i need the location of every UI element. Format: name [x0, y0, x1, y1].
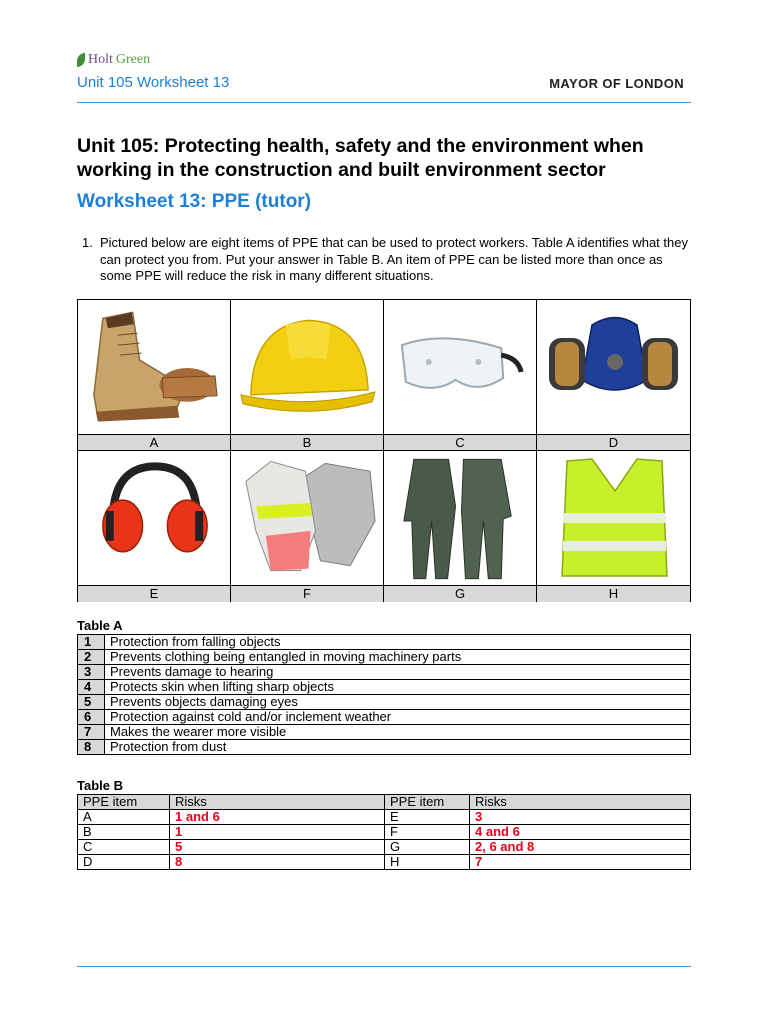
risk-answer: 5 [170, 840, 385, 855]
page-title: Unit 105: Protecting health, safety and the environment when working in the construction and built environment sector [77, 135, 644, 181]
header-risks: Risks [170, 795, 385, 810]
respirator-mask-icon [537, 300, 690, 434]
table-row [78, 650, 691, 665]
table-row [78, 840, 691, 855]
table-row [78, 810, 691, 825]
ppe-image-e [78, 451, 231, 585]
ppe-image-f [231, 451, 384, 585]
ppe-item: E [385, 810, 470, 825]
safety-goggles-icon [384, 300, 536, 434]
row-number: 7 [78, 725, 105, 740]
row-number: 3 [78, 665, 105, 680]
header-ppe-item: PPE item [385, 795, 470, 810]
ppe-label-c: C [384, 434, 537, 451]
risk-answer: 3 [470, 810, 691, 825]
table-row [78, 825, 691, 840]
ppe-label-f: F [231, 585, 384, 602]
row-number: 6 [78, 710, 105, 725]
risk-answer: 1 [170, 825, 385, 840]
ppe-item: B [78, 825, 170, 840]
ppe-image-a [78, 300, 231, 434]
work-gloves-icon [231, 451, 383, 585]
row-number: 2 [78, 650, 105, 665]
ppe-image-c [384, 300, 537, 434]
holt-green-logo [77, 50, 150, 70]
ppe-label-d: D [537, 434, 690, 451]
table-row [78, 855, 691, 870]
ppe-label-h: H [537, 585, 690, 602]
row-text: Protection from falling objects [105, 635, 691, 650]
table-row [78, 710, 691, 725]
ppe-item: A [78, 810, 170, 825]
row-text: Prevents clothing being entangled in moving machinery parts [105, 650, 691, 665]
ppe-image-grid [77, 299, 691, 602]
ppe-item: G [385, 840, 470, 855]
table-row [78, 665, 691, 680]
ppe-label-g: G [384, 585, 537, 602]
risk-answer: 2, 6 and 8 [470, 840, 691, 855]
question-1 [82, 235, 692, 285]
mayor-of-london-logo: MAYOR OF LONDON [549, 76, 684, 91]
header-risks: Risks [470, 795, 691, 810]
table-a [77, 634, 691, 755]
logo-holt-text: Holt [88, 52, 113, 67]
unit-header: Unit 105 Worksheet 13 [77, 74, 230, 91]
table-b [77, 794, 691, 870]
ppe-image-b [231, 300, 384, 434]
row-text: Prevents objects damaging eyes [105, 695, 691, 710]
table-a-caption: Table A [77, 618, 123, 633]
table-row [78, 695, 691, 710]
overalls-icon [384, 451, 536, 585]
ppe-label-a: A [78, 434, 231, 451]
ppe-item: F [385, 825, 470, 840]
table-header-row [78, 795, 691, 810]
row-text: Protects skin when lifting sharp objects [105, 680, 691, 695]
hard-hat-icon [231, 300, 383, 434]
ppe-item: H [385, 855, 470, 870]
row-number: 5 [78, 695, 105, 710]
table-row [78, 725, 691, 740]
risk-answer: 4 and 6 [470, 825, 691, 840]
row-text: Protection from dust [105, 740, 691, 755]
header-divider [77, 102, 691, 103]
hi-vis-vest-icon [537, 451, 690, 585]
table-b-caption: Table B [77, 778, 123, 793]
row-text: Prevents damage to hearing [105, 665, 691, 680]
leaf-icon [77, 53, 85, 67]
row-number: 1 [78, 635, 105, 650]
logo-green-text: Green [115, 52, 151, 67]
ppe-label-b: B [231, 434, 384, 451]
risk-answer: 8 [170, 855, 385, 870]
question-text: Pictured below are eight items of PPE that can be used to protect workers. Table A identifies what they can protect you from. Put your answer in Table B. An item of PPE can be listed more than once as some PPE will reduce the risk in many different situations. [100, 235, 688, 283]
question-number: 1. [82, 235, 93, 250]
ppe-label-e: E [78, 585, 231, 602]
risk-answer: 1 and 6 [170, 810, 385, 825]
header-ppe-item: PPE item [78, 795, 170, 810]
table-row [78, 740, 691, 755]
ppe-item: C [78, 840, 170, 855]
safety-boot-icon [78, 300, 230, 434]
ppe-image-g [384, 451, 537, 585]
worksheet-title: Worksheet 13: PPE (tutor) [77, 191, 312, 212]
risk-answer: 7 [470, 855, 691, 870]
row-text: Protection against cold and/or inclement weather [105, 710, 691, 725]
row-number: 8 [78, 740, 105, 755]
ppe-image-d [537, 300, 690, 434]
ear-defenders-icon [78, 451, 230, 585]
row-number: 4 [78, 680, 105, 695]
table-row [78, 680, 691, 695]
footer-divider [77, 966, 691, 967]
table-row [78, 635, 691, 650]
row-text: Makes the wearer more visible [105, 725, 691, 740]
ppe-item: D [78, 855, 170, 870]
ppe-image-h [537, 451, 690, 585]
